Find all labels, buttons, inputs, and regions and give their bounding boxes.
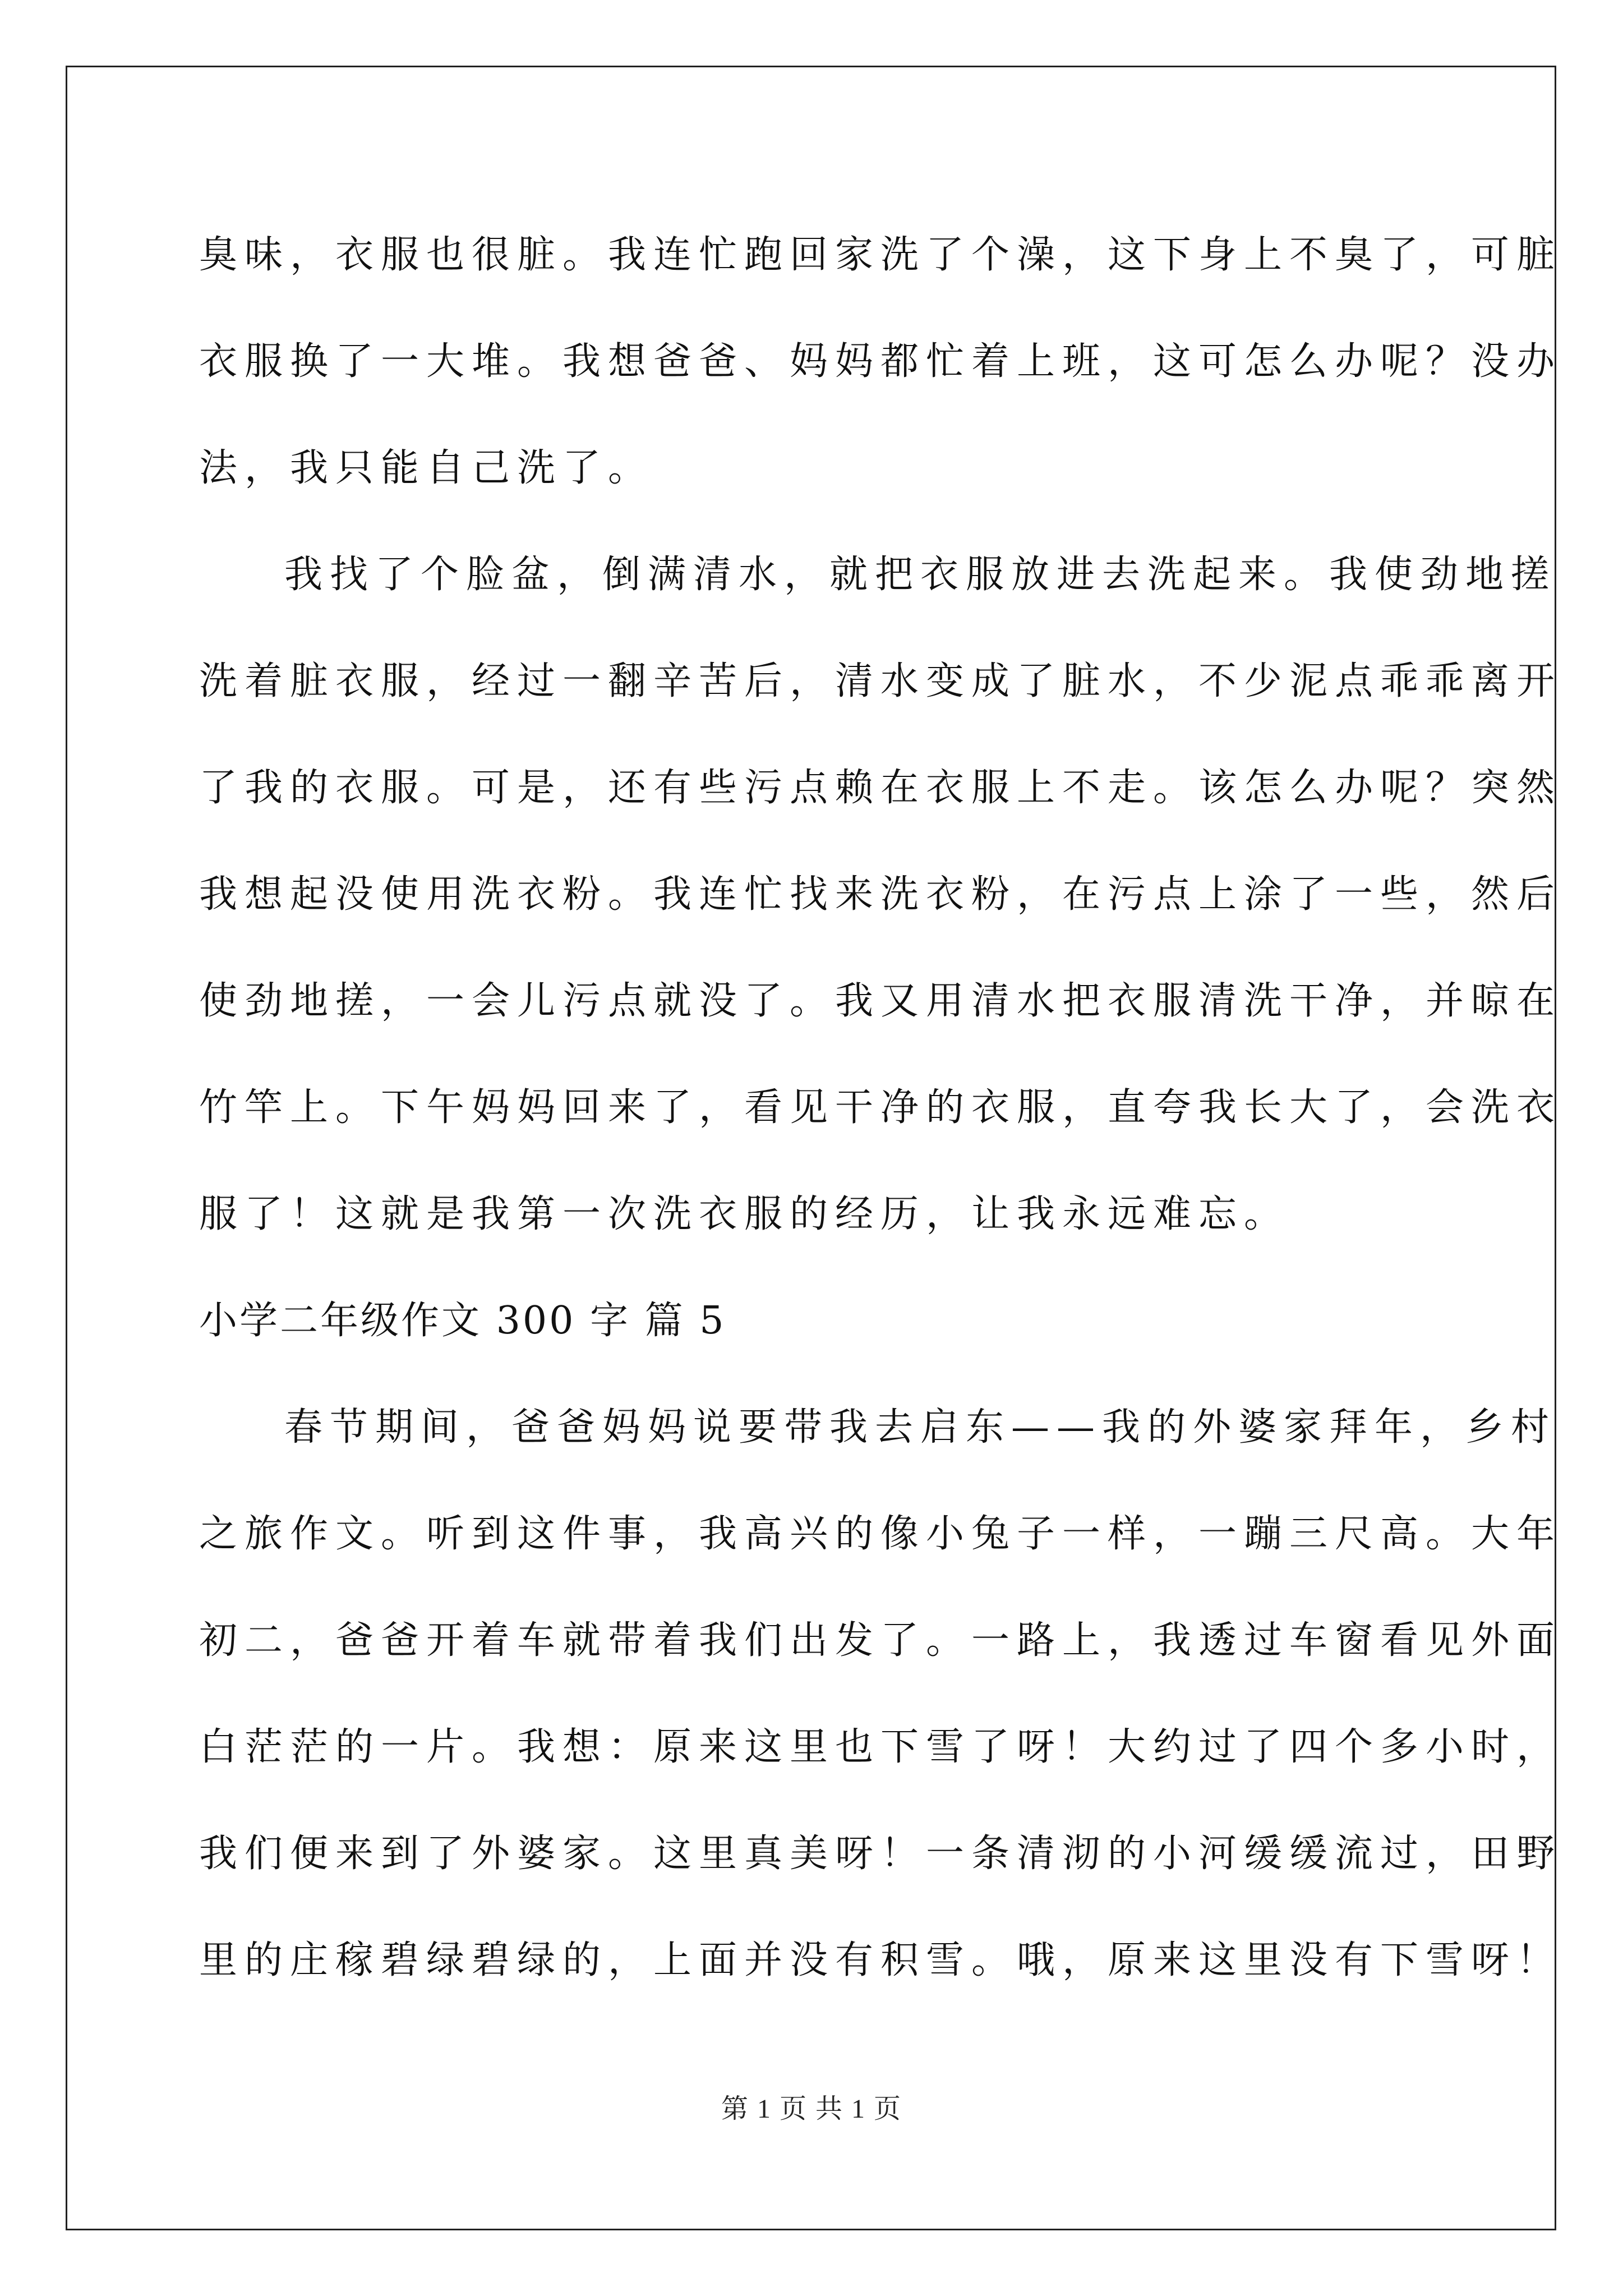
- page-number-footer: 第 1 页 共 1 页: [721, 2094, 902, 2124]
- text-line: 使劲地搓，一会儿污点就没了。我又用清水把衣服清洗干净，并晾在: [199, 979, 1562, 1023]
- text-line: 白茫茫的一片。我想：原来这里也下雪了呀！大约过了四个多小时，: [199, 1725, 1562, 1769]
- text-line: 洗着脏衣服，经过一翻辛苦后，清水变成了脏水，不少泥点乖乖离开: [199, 659, 1562, 703]
- text-line: 了我的衣服。可是，还有些污点赖在衣服上不走。该怎么办呢？突然: [199, 766, 1562, 810]
- text-line: 初二，爸爸开着车就带着我们出发了。一路上，我透过车窗看见外面: [199, 1618, 1562, 1663]
- text-line: 竹竿上。下午妈妈回来了，看见干净的衣服，直夸我长大了，会洗衣: [199, 1085, 1562, 1130]
- text-line: 里的庄稼碧绿碧绿的，上面并没有积雪。哦，原来这里没有下雪呀！: [199, 1938, 1562, 1982]
- text-line: 之旅作文。听到这件事，我高兴的像小兔子一样，一蹦三尺高。大年: [199, 1512, 1562, 1556]
- paragraph-start-line: 我找了个脸盆，倒满清水，就把衣服放进去洗起来。我使劲地搓: [284, 553, 1557, 597]
- text-line: 我们便来到了外婆家。这里真美呀！一条清沏的小河缓缓流过，田野: [199, 1832, 1562, 1876]
- text-line: 衣服换了一大堆。我想爸爸、妈妈都忙着上班，这可怎么办呢？没办: [199, 339, 1562, 384]
- text-line: 服了！这就是我第一次洗衣服的经历，让我永远难忘。: [199, 1192, 1290, 1236]
- text-line: 我想起没使用洗衣粉。我连忙找来洗衣粉，在污点上涂了一些，然后: [199, 872, 1562, 917]
- paragraph-start-line: 春节期间，爸爸妈妈说要带我去启东——我的外婆家拜年，乡村: [284, 1405, 1557, 1450]
- document-body: [199, 202, 1562, 2014]
- section-heading: 小学二年级作文 300 字 篇 5: [199, 1299, 726, 1343]
- text-line: 法，我只能自己洗了。: [199, 446, 654, 490]
- text-line: 臭味，衣服也很脏。我连忙跑回家洗了个澡，这下身上不臭了，可脏: [199, 233, 1562, 277]
